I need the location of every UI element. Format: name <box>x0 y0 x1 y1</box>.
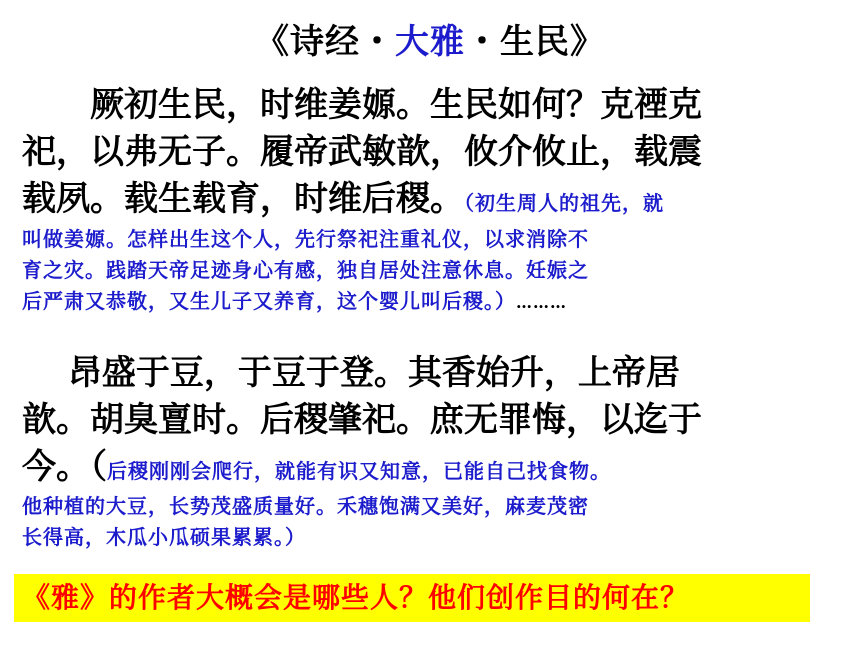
poem-text: 今。（ <box>22 447 107 487</box>
poem-text: 载夙。载生载育，时维后稷。 <box>22 179 464 219</box>
title-close: ・生民》 <box>465 22 605 62</box>
annotation-text: （初生周人的祖先，就 <box>464 191 664 215</box>
poem-line: 厥初生民，时维姜嫄。生民如何？克禋克 <box>22 85 702 125</box>
poem-line: 昂盛于豆，于豆于登。其香始升，上帝居 <box>22 353 680 393</box>
page-title <box>0 14 860 63</box>
annotation-line <box>22 286 827 317</box>
poem-line <box>22 176 827 223</box>
poem-line <box>22 444 827 491</box>
title-open: 《诗经・ <box>255 22 395 62</box>
title-highlight: 大雅 <box>395 22 465 62</box>
annotation-line: 长得高，木瓜小瓜硕果累累。） <box>22 525 306 549</box>
ellipsis: ……… <box>516 293 567 312</box>
annotation-text: 后严肃又恭敬，又生儿子又养育，这个婴儿叫后稷。） <box>22 289 516 313</box>
annotation-line: 他种植的大豆，长势茂盛质量好。禾穗饱满又美好，麻麦茂密 <box>22 494 589 518</box>
poem-line: 祀，以弗无子。履帝武敏歆，攸介攸止，载震 <box>22 132 702 172</box>
annotation-text: 后稷刚刚会爬行，就能有识又知意，已能自己找食物。 <box>107 459 611 483</box>
poem-passage-2 <box>22 350 827 553</box>
annotation-line: 叫做姜嫄。怎样出生这个人，先行祭祀注重礼仪，以求消除不 <box>22 227 589 251</box>
annotation-line: 育之灾。践踏天帝足迹身心有感，独自居处注意休息。妊娠之 <box>22 258 589 282</box>
poem-line: 歆。胡臭亶时。后稷肇祀。庶无罪悔，以迄于 <box>22 400 702 440</box>
discussion-question: 《雅》的作者大概会是哪些人？他们创作目的何在？ <box>14 574 810 622</box>
poem-passage-1 <box>22 82 827 317</box>
